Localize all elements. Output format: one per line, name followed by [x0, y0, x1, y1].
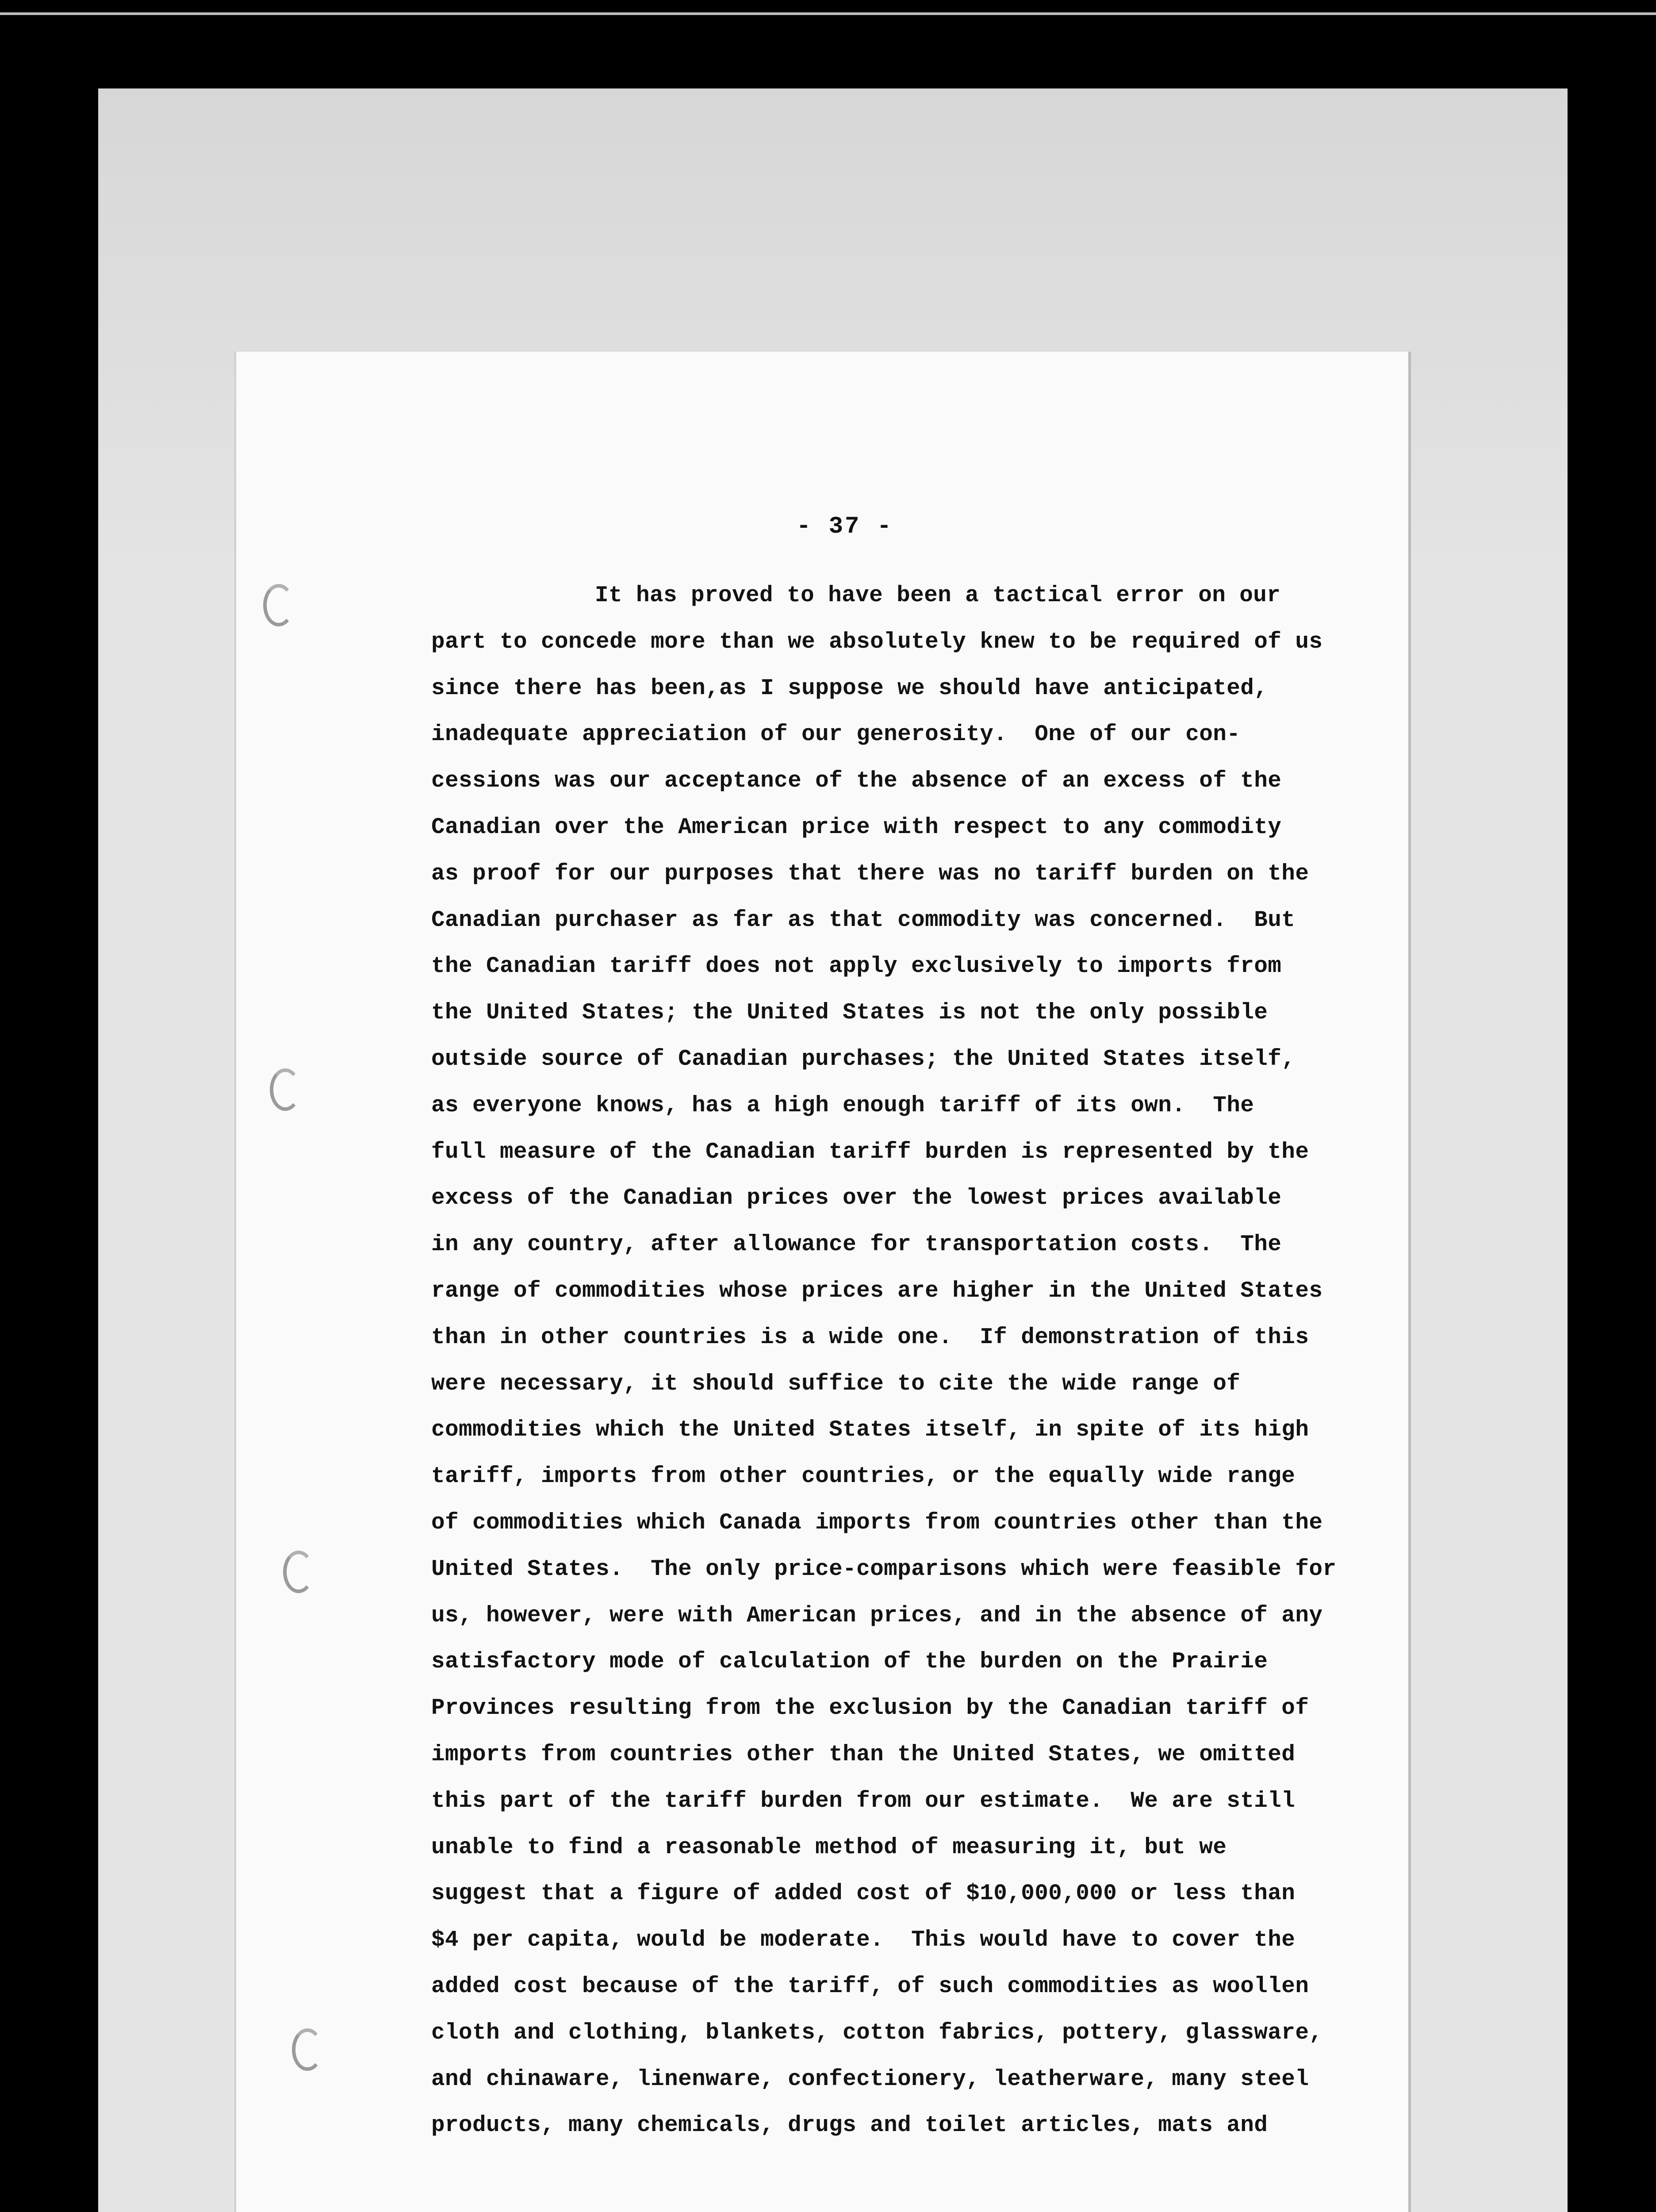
text-line: cloth and clothing, blankets, cotton fabrics, pottery, glassware,	[431, 2020, 1323, 2046]
text-line: unable to find a reasonable method of measuring it, but we	[431, 1835, 1227, 1860]
text-line: products, many chemicals, drugs and toilet articles, mats and	[431, 2113, 1268, 2139]
text-line: part to concede more than we absolutely knew to be required of us	[431, 629, 1323, 655]
text-line: the United States; the United States is not the only possible	[431, 1000, 1268, 1026]
text-line: Canadian purchaser as far as that commodity was concerned. But	[431, 907, 1296, 933]
text-line: It has proved to have been a tactical error on our	[595, 583, 1281, 608]
text-line: cessions was our acceptance of the absence of an excess of the	[431, 768, 1282, 794]
text-line: outside source of Canadian purchases; the United States itself,	[431, 1046, 1296, 1072]
text-line: the Canadian tariff does not apply exclusively to imports from	[431, 954, 1282, 979]
text-line: added cost because of the tariff, of such commodities as woollen	[431, 1974, 1309, 1999]
text-line: us, however, were with American prices, and in the absence of any	[431, 1603, 1323, 1628]
text-line: as everyone knows, has a high enough tariff of its own. The	[431, 1093, 1254, 1118]
body-text	[431, 573, 1382, 2149]
text-line: $4 per capita, would be moderate. This would have to cover the	[431, 1928, 1296, 1953]
text-line: this part of the tariff burden from our estimate. We are still	[431, 1788, 1296, 1814]
text-line: satisfactory mode of calculation of the burden on the Prairie	[431, 1649, 1268, 1675]
text-line: of commodities which Canada imports from countries other than the	[431, 1510, 1323, 1536]
text-line: range of commodities whose prices are higher in the United States	[431, 1278, 1323, 1304]
text-line: and chinaware, linenware, confectionery, leatherware, many steel	[431, 2066, 1309, 2092]
text-line: full measure of the Canadian tariff burden is represented by the	[431, 1139, 1309, 1165]
punch-hole-icon	[292, 2028, 323, 2071]
text-line: since there has been,as I suppose we should have anticipated,	[431, 676, 1268, 701]
text-line: excess of the Canadian prices over the lowest prices available	[431, 1186, 1282, 1211]
text-line: were necessary, it should suffice to cite the wide range of	[431, 1371, 1241, 1397]
text-line: Provinces resulting from the exclusion by the Canadian tariff of	[431, 1696, 1309, 1721]
text-line: Canadian over the American price with respect to any commodity	[431, 814, 1282, 840]
text-line: inadequate appreciation of our generosity. One of our con-	[431, 722, 1241, 748]
text-line: United States. The only price-comparisons which were feasible for	[431, 1556, 1337, 1582]
text-line: tariff, imports from other countries, or the equally wide range	[431, 1464, 1296, 1490]
text-line: suggest that a figure of added cost of $10,000,000 or less than	[431, 1881, 1296, 1907]
page-number: - 37 -	[796, 513, 893, 540]
top-rule	[0, 12, 1656, 15]
text-line: commodities which the United States itself, in spite of its high	[431, 1417, 1309, 1443]
text-line: in any country, after allowance for transportation costs. The	[431, 1232, 1282, 1258]
punch-hole-icon	[283, 1551, 314, 1593]
text-line: imports from countries other than the United States, we omitted	[431, 1742, 1296, 1767]
punch-hole-icon	[263, 584, 294, 626]
text-line: than in other countries is a wide one. If demonstration of this	[431, 1325, 1309, 1350]
punch-hole-icon	[270, 1068, 301, 1111]
text-line: as proof for our purposes that there was no tariff burden on the	[431, 861, 1309, 887]
